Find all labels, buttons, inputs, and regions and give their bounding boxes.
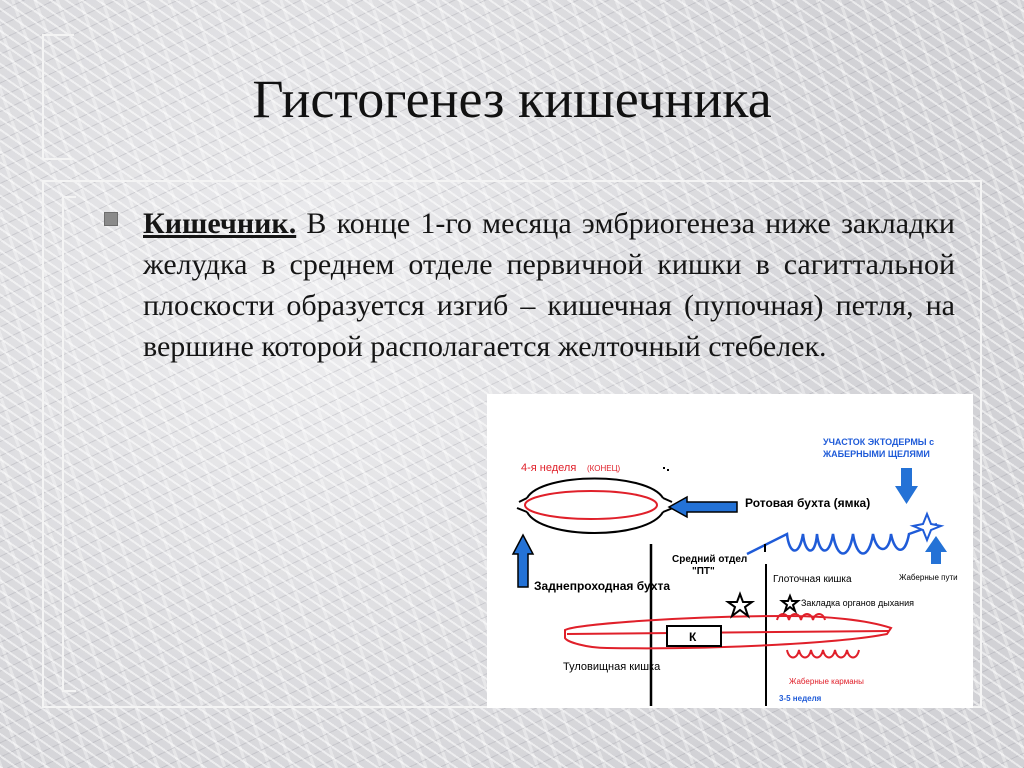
black-star-icon-right [782,596,798,611]
slide-title: Гистогенез кишечника [252,69,772,129]
bullet-body-text: В конце 1-го месяца эмбриогенеза ниже закладки желудка в среднем отделе первичной кишки в сагиттальной плоскости образуется изгиб – кишечная (пупочная) петля, на вершине которой располагается желточный стебелек. [143,207,955,363]
content-inner-frame-decoration [62,196,76,692]
bullet-paragraph [143,203,955,367]
k-box-label: К [689,630,697,644]
early-gut-red-loop [525,491,657,519]
label-respiratory-primordium: Закладка органов дыхания [801,598,914,608]
label-pharyngeal-gut: Глоточная кишка [773,574,852,585]
label-week4: 4-я неделя [521,462,577,474]
label-mid-section-line1: Средний отдел [672,554,748,565]
black-star-icon-left [728,594,752,616]
label-ectoderm-line2: ЖАБЕРНЫМИ ЩЕЛЯМИ [823,449,930,459]
gill-paths-arrow-up [925,536,947,564]
label-week4-end: (КОНЕЦ) [587,464,621,473]
label-anal-bay: Заднепроходная бухта [534,579,671,593]
embryo-gut-diagram [487,394,973,708]
anal-bay-arrow [513,535,533,587]
oral-bay-arrow [669,497,737,517]
label-ectoderm-line1: УЧАСТОК ЭКТОДЕРМЫ с [823,437,935,447]
ectoderm-arrow-down [895,468,918,504]
label-oral-bay: Ротовая бухта (ямка) [745,496,871,510]
bullet-square-icon [104,212,118,226]
label-weeks-3-5: 3-5 неделя [779,694,822,703]
label-trunk-gut: Туловищная кишка [563,661,661,673]
gill-pockets-red-loops [787,650,859,658]
bullet-lead-term: Кишечник. [143,207,297,240]
label-mid-section-line2: "ПТ" [692,566,715,577]
pharyngeal-blue-wave [747,524,937,554]
blue-star-icon [913,514,941,540]
label-gill-pockets: Жаберные карманы [789,677,864,686]
label-gill-paths: Жаберные пути [899,573,958,582]
